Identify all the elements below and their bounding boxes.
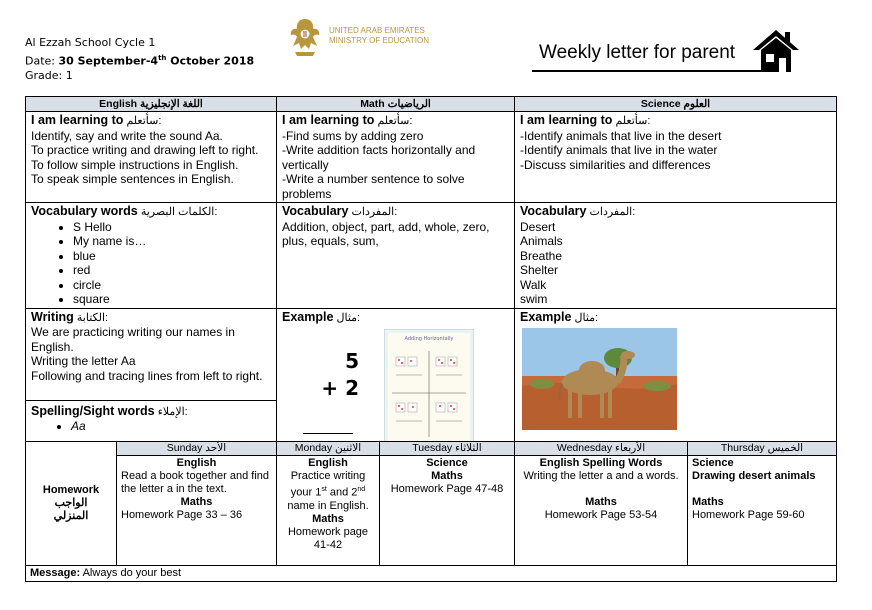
list-item: • My name is… <box>73 234 271 249</box>
math-vocabulary: Vocabulary المفردات: Addition, object, part, add, whole, zero, plus, equals, sum, <box>277 203 515 309</box>
list-item: • blue <box>73 249 271 264</box>
camel-image <box>522 328 677 430</box>
addition-top-number: 5 <box>345 348 359 373</box>
grade: Grade: 1 <box>25 68 73 82</box>
addition-bottom-number: + 2 <box>321 375 359 400</box>
house-icon <box>752 28 800 74</box>
homework-thursday: Science Drawing desert animals Maths Homework Page 59-60 <box>688 456 837 566</box>
math-learning: I am learning to سأتعلم: -Find sums by adding zero -Write addition facts horizontally and vertically -Write a number sentence to solve problems <box>277 112 515 203</box>
date-line: Date: 30 September-4th October 2018 <box>25 53 255 68</box>
school-name: Al Ezzah School Cycle 1 <box>25 36 156 49</box>
homework-tuesday: Science Maths Homework Page 47-48 <box>380 456 515 566</box>
day-wednesday: Wednesday الأربعاء <box>515 442 688 456</box>
day-monday: Monday الاثنين <box>277 442 380 456</box>
worksheet-title: Adding Horizontally <box>404 335 454 342</box>
day-sunday: Sunday الأحد <box>117 442 277 456</box>
worksheet-image <box>384 329 474 445</box>
ministry-name: UNITED ARAB EMIRATES MINISTRY OF EDUCATION <box>329 26 430 45</box>
page-title: Weekly letter for parent <box>539 42 736 63</box>
english-writing: Writing الكتابة: We are practicing writing our names in English. Writing the letter Aa Following and tracing lines from left to right. Spelling/Sight words الإملاء: • Aa <box>26 308 277 446</box>
list-item: • Aa <box>71 419 271 434</box>
subjects-table <box>25 96 837 447</box>
message-row: Message: Always do your best <box>26 566 837 582</box>
homework-label: Homework الواجب المنزلي <box>26 442 117 566</box>
uae-emblem-icon <box>287 16 323 60</box>
day-tuesday: Tuesday الثلاثاء <box>380 442 515 456</box>
addition-line <box>303 433 353 435</box>
science-example: Example مثال: <box>515 308 837 446</box>
list-item: • red <box>73 263 271 278</box>
homework-table <box>25 441 837 582</box>
day-thursday: Thursday الخميس <box>688 442 837 456</box>
english-header: English اللغة الإنجليزية <box>26 97 277 112</box>
list-item: • square <box>73 292 271 307</box>
homework-wednesday: English Spelling Words Writing the letter a and a words. Maths Homework Page 53-54 <box>515 456 688 566</box>
spelling-section: Spelling/Sight words الإملاء: • Aa <box>26 401 276 437</box>
vocabulary-list <box>31 220 271 307</box>
list-item: • circle <box>73 278 271 293</box>
science-vocabulary: Vocabulary المفردات: Desert Animals Breathe Shelter Walk swim <box>515 203 837 309</box>
homework-monday: English Practice writing your 1st and 2nd name in English. Maths Homework page 41-42 <box>277 456 380 566</box>
learning-heading: I am learning to سأتعلم: <box>282 113 413 127</box>
learning-heading: I am learning to سأتعلم: <box>520 113 651 127</box>
math-header: Math الرياضيات <box>277 97 515 112</box>
school-info <box>25 36 254 83</box>
english-vocabulary: Vocabulary words الكلمات البصرية: • S Hello • My name is… • blue • red • circle • square <box>26 203 277 309</box>
list-item: • S Hello <box>73 220 271 235</box>
title-underline <box>532 70 780 72</box>
science-header: Science العلوم <box>515 97 837 112</box>
science-learning: I am learning to سأتعلم: -Identify animals that live in the desert -Identify animals that live in the water -Discuss similarities and differences <box>515 112 837 203</box>
math-example: Example مثال: 5 + 2 Adding Horizontally <box>277 308 515 446</box>
learning-heading: I am learning to سأتعلم: <box>31 113 162 127</box>
homework-sunday: English Read a book together and find the letter a in the text. Maths Homework Page 33 – 36 <box>117 456 277 566</box>
english-learning: I am learning to سأتعلم: Identify, say and write the sound Aa. To practice writing and drawing left to right. To follow simple instructions in English. To speak simple sentences in English. <box>26 112 277 203</box>
